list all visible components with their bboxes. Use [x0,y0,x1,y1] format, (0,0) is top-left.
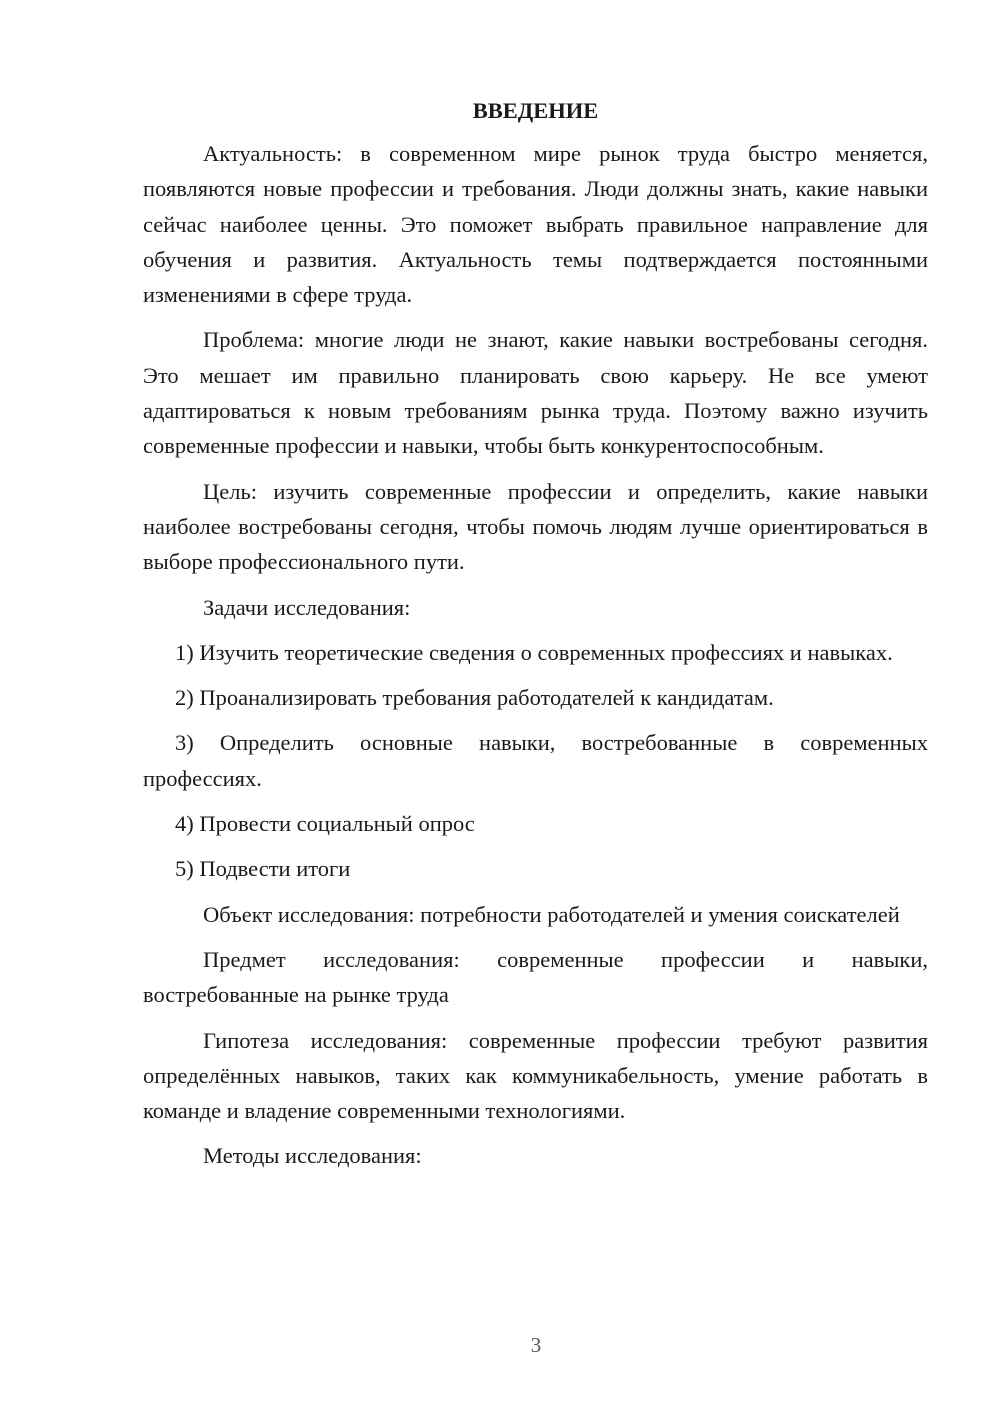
methods-title: Методы исследования: [203,1143,422,1169]
subject-paragraph: Предмет исследования: современные профессии и навыки, востребованные на рынке труда [143,946,928,1008]
task-item-2: 2) Проанализировать требования работодателей к кандидатам. [175,685,774,711]
object-paragraph: Объект исследования: потребности работодателей и умения соискателей [203,901,900,927]
task-item-3: 3) Определить основные навыки, востребованные в современных профессиях. [143,730,928,791]
page-number: 3 [530,1333,542,1357]
section-heading: ВВЕДЕНИЕ [472,98,599,123]
hypothesis-paragraph: Гипотеза исследования: современные профессии требуют развития определённых навыков, таких как коммуникабельность, умение работать в команде и владение современными технологиями. [143,1027,928,1124]
document-page [143,96,928,1184]
task-item-5: 5) Подвести итоги [175,856,351,882]
goal-paragraph: Цель: изучить современные профессии и определить, какие навыки наиболее востребованы сегодня, чтобы помочь людям лучше ориентироваться в выборе профессионального пути. [143,478,928,575]
problem-paragraph: Проблема: многие люди не знают, какие навыки востребованы сегодня. Это мешает им правильно планировать свою карьеру. Не все умеют адаптироваться к новым требованиям рынка труда. Поэтому важно изучить современные профессии и навыки, чтобы быть конкурентоспособным. [143,327,928,459]
task-item-4: 4) Провести социальный опрос [175,811,475,837]
relevance-paragraph: Актуальность: в современном мире рынок труда быстро меняется, появляются новые профессии и требования. Люди должны знать, какие навыки сейчас наиболее ценны. Это поможет выбрать правильное направление для обучения и развития. Актуальность темы подтверждается постоянными изменениями в сфере труда. [143,141,928,308]
task-item-1: 1) Изучить теоретические сведения о современных профессиях и навыках. [175,639,893,665]
tasks-title: Задачи исследования: [203,594,411,620]
